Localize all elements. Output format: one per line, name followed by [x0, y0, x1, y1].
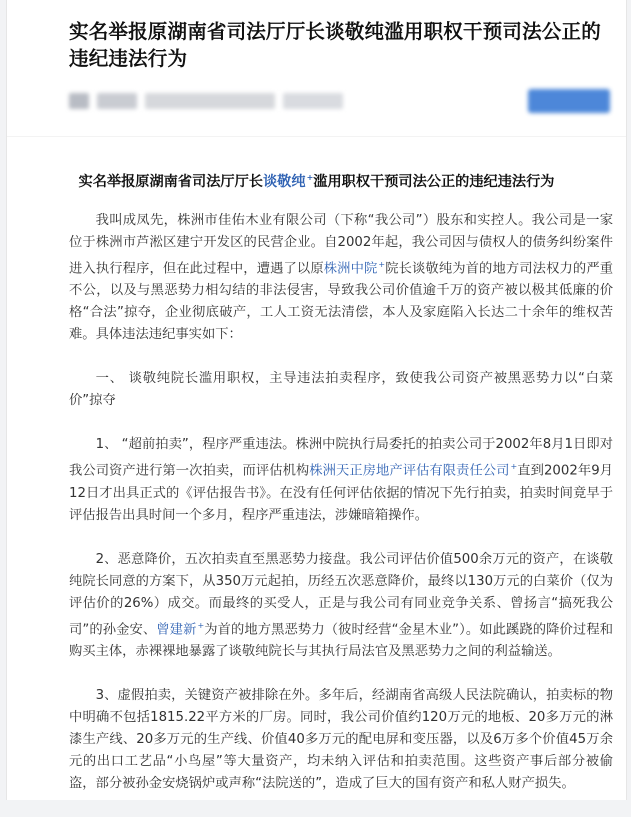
follow-button[interactable]: [528, 89, 610, 113]
paragraph-text: 为首的地方黑恶势力（彼时经营“金星木业”）。如此蹊跷的降价过程和购买主体，赤裸裸地暴露了谈敬纯院长与其执行局法官及黑恶势力之间的利益输送。: [69, 622, 613, 660]
subtitle-text-post: 滥用职权干预司法公正的违纪违法行为: [313, 174, 555, 190]
paragraph-item-1: [69, 434, 613, 526]
article-subtitle: [7, 171, 626, 191]
publish-info-blurred: [145, 93, 275, 109]
paragraph-text: 直到2002年9月12日才出具正式的《评估报告书》。在没有任何评估依据的情况下先行拍卖，拍卖时间竟早于评估报告出具时间一个多月，程序严重违法，涉嫌暗箱操作。: [69, 463, 614, 523]
paragraph-item-3: 3、虚假拍卖，关键资产被排除在外。多年后，经湖南省高级人民法院确认，拍卖标的物中明确不包括1815.22平方米的厂房。同时，我公司价值约120万元的地板、20多万元的淋漆生产线、20多万元的生产线、价值40多万元的配电屏和变压器，以及6万多个价值45万余元的出口工艺品“小鸟屋”等大量资产，均未纳入评估和拍卖范围。这些资产事后部分被偷盗，部分被孙金安烧锅炉或声称“法院送的”，造成了巨大的国有资产和私人财产损失。: [69, 688, 613, 792]
paragraph-text: 院长谈敬纯为首的地方司法权力的严重不公，以及与黑恶势力相勾结的非法侵害，导致我公司价值逾千万的资产被以极其低廉的价格“合法”掠夺，企业彻底破产，工人工资无法清偿，本人及家庭陷入长达二十余年的维权苦难。具体违法违纪事实如下：: [69, 261, 614, 343]
link-mark-icon: +: [378, 260, 386, 269]
avatar: [69, 93, 89, 109]
link-mark-icon: +: [510, 462, 518, 472]
divider: [7, 136, 626, 137]
paragraph-text: 我叫成凤先，株洲市佳佑木业有限公司（下称“我公司”）股东和实控人。我公司是一家位于株洲市芦淞区建宁开发区的民营企业。自2002年起，我公司因与债权人的债务纠纷案件进入执行程序，但在此过程中，遭遇了以原: [69, 213, 613, 277]
article-body: [69, 210, 613, 817]
paragraph-intro: [69, 210, 613, 346]
link-person[interactable]: 曾建新: [156, 622, 197, 638]
article-headline: 实名举报原湖南省司法厅厅长谈敬纯滥用职权干预司法公正的违纪违法行为: [69, 20, 601, 70]
paragraph-section-heading: 一、 谈敬纯院长滥用职权，主导违法拍卖程序，致使我公司资产被黑恶势力以“白菜价”掠夺: [69, 371, 613, 409]
tag-blurred: [283, 93, 343, 109]
link-mark-icon: +: [306, 173, 314, 183]
subtitle-text-pre: 实名举报原湖南省司法厅厅长: [78, 174, 263, 190]
link-appraisal-company[interactable]: 株洲天正房地产评估有限责任公司: [309, 463, 510, 479]
paragraph-item-2: [69, 549, 613, 663]
paragraph-text: 2、恶意降价，五次拍卖直至黑恶势力接盘。我公司评估价值500余万元的资产，在谈敬纯院长同意的方案下，从350万元起拍，历经五次恶意降价，最终以130万元的白菜价（仅为评估价的26%）成交。而最终的买受人，正是与我公司有同业竞争关系、曾扬言“搞死我公司”的孙金安、: [69, 551, 613, 638]
subtitle-link-person[interactable]: 谈敬纯: [262, 174, 306, 190]
link-court[interactable]: 株洲中院: [323, 261, 378, 277]
article-page: [6, 0, 627, 800]
paragraph-text: 1、 “超前拍卖”，程序严重违法。株洲中院执行局委托的拍卖公司于2002年8月1日即对我公司资产进行第一次拍卖，而评估机构: [69, 437, 613, 479]
author-name-blurred: [97, 93, 137, 109]
link-mark-icon: +: [197, 620, 205, 630]
